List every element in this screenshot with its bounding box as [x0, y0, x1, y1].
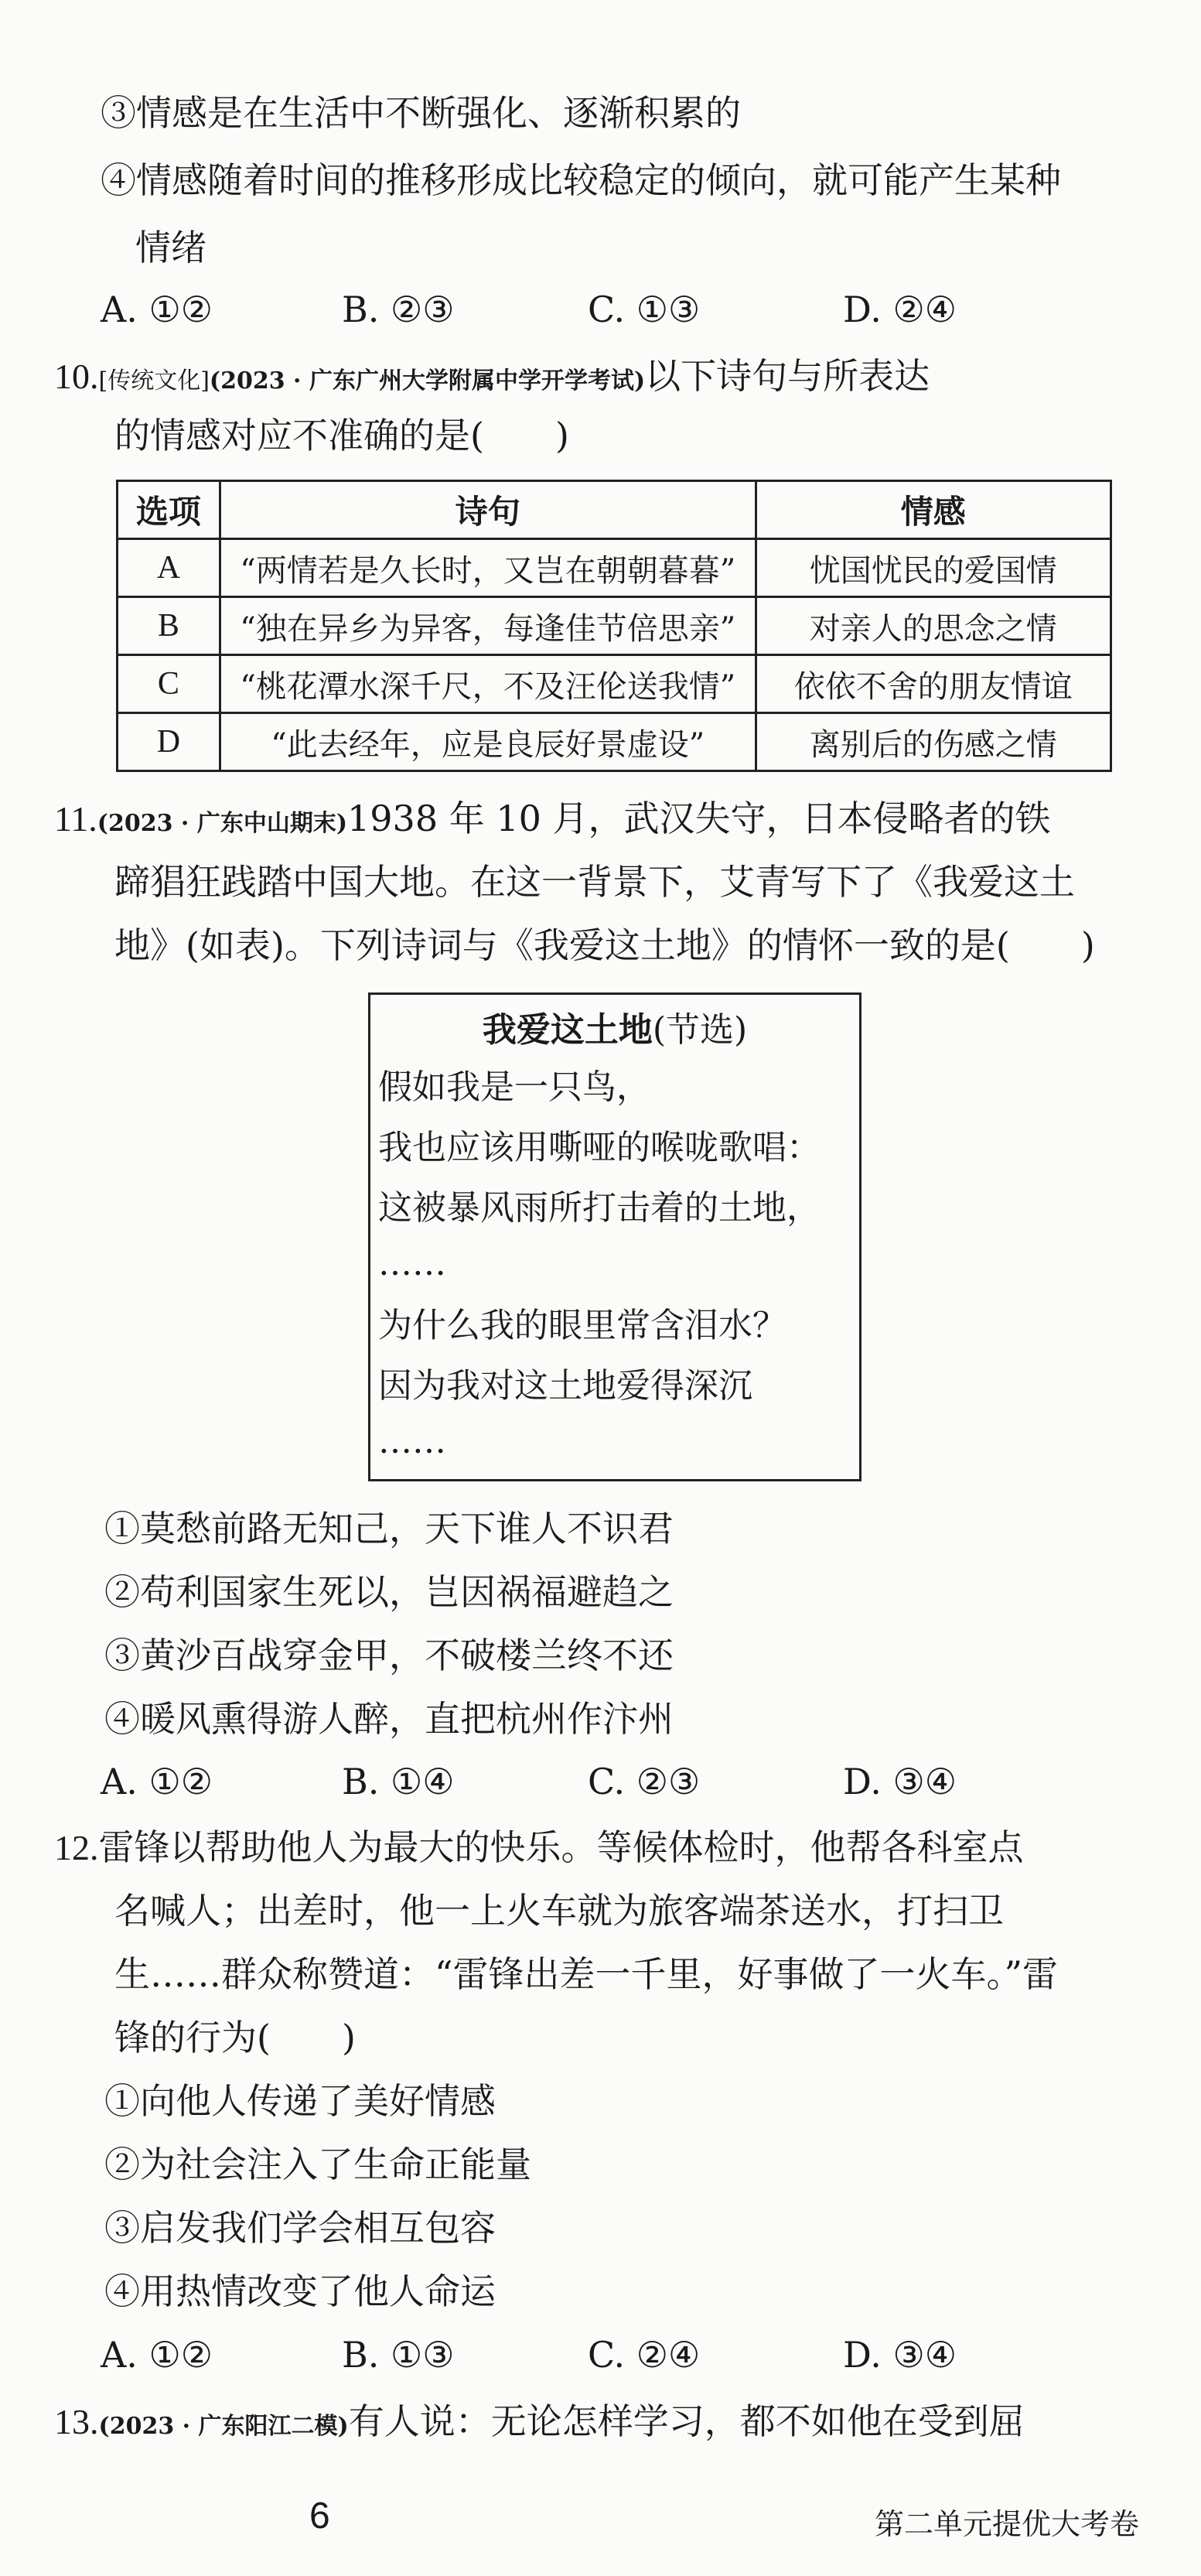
table-cell: 对亲人的思念之情	[756, 597, 1111, 655]
table-row	[118, 713, 1111, 771]
q10-stem-line2: 的情感对应不准确的是( )	[114, 415, 569, 456]
poem-line: ……	[378, 1422, 446, 1461]
option-c: C. ①③	[588, 289, 701, 330]
q12-item-2: ②为社会注入了生命正能量	[104, 2144, 531, 2185]
stem-text: 1938 年 10 月，武汉失守，日本侵略者的铁	[347, 798, 1051, 839]
option-c: C. ②③	[588, 1761, 701, 1802]
poem-line: 因为我对这土地爱得深沉	[378, 1366, 752, 1406]
table-header: 选项	[118, 481, 220, 539]
poem-title-note: (节选)	[652, 1010, 748, 1050]
stem-text: 雷锋以帮助他人为最大的快乐。等候体检时，他帮各科室点	[98, 1826, 1024, 1868]
page-number: 6	[309, 2496, 330, 2537]
option-d: D. ③④	[843, 1761, 957, 1802]
q10-table	[116, 480, 1112, 772]
option-a: A. ①②	[101, 289, 213, 330]
option-d: D. ③④	[843, 2334, 957, 2376]
q12-options	[101, 2333, 1106, 2376]
question-number: 12.	[54, 1828, 99, 1867]
table-header: 诗句	[220, 481, 756, 539]
q12-stem	[54, 1826, 1024, 1870]
q11-stem-line3: 地》(如表)。下列诗词与《我爱这土地》的情怀一致的是( )	[114, 924, 1095, 966]
q12-stem-line4: 锋的行为( )	[114, 2017, 356, 2058]
stem-text: 以下诗句与所表达	[645, 355, 930, 397]
poem-line: 这被暴风雨所打击着的土地，	[378, 1188, 821, 1228]
table-row	[118, 655, 1111, 713]
table-cell: 忧国忧民的爱国情	[756, 539, 1111, 597]
q9-item-4: ④情感随着时间的推移形成比较稳定的倾向，就可能产生某种	[101, 159, 1061, 201]
q11-item-1: ①莫愁前路无知己，天下谁人不识君	[104, 1508, 674, 1549]
option-d: D. ②④	[843, 289, 957, 330]
poem-line: 假如我是一只鸟，	[378, 1068, 650, 1107]
q9-item-4-cont: 情绪	[135, 227, 206, 268]
poem-line: 我也应该用嘶哑的喉咙歌唱：	[378, 1128, 821, 1167]
option-b: B. ②③	[342, 289, 455, 330]
q9-options	[101, 288, 1106, 331]
q11-item-3: ③黄沙百战穿金甲，不破楼兰终不还	[104, 1635, 674, 1676]
q12-item-4: ④用热情改变了他人命运	[104, 2270, 496, 2312]
q11-stem-line2: 蹄猖狂践踏中国大地。在这一背景下，艾青写下了《我爱这土	[114, 861, 1075, 903]
q11-stem	[54, 797, 1050, 846]
option-a: A. ①②	[101, 1761, 213, 1802]
q12-item-3: ③启发我们学会相互包容	[104, 2207, 496, 2249]
poem-box	[368, 992, 862, 1481]
table-cell: A	[118, 539, 220, 597]
q9-item-3: ③情感是在生活中不断强化、逐渐积累的	[101, 92, 741, 134]
table-row	[118, 597, 1111, 655]
question-number: 13.	[54, 2402, 99, 2441]
question-number: 10.	[54, 357, 99, 396]
footer-title: 第二单元提优大考卷	[874, 2507, 1139, 2541]
poem-title-text: 我爱这土地	[482, 1010, 653, 1050]
option-b: B. ①③	[342, 2334, 455, 2376]
option-a: A. ①②	[101, 2334, 213, 2376]
table-cell: D	[118, 713, 220, 771]
question-source: (2023 · 广东广州大学附属中学开学考试)	[209, 367, 646, 395]
table-cell: C	[118, 655, 220, 713]
table-cell: “此去经年，应是良辰好景虚设”	[220, 713, 756, 771]
topic-tag: [传统文化]	[98, 367, 210, 395]
table-cell: B	[118, 597, 220, 655]
q13-stem	[54, 2400, 1025, 2448]
q12-stem-line3: 生……群众称赞道：“雷锋出差一千里，好事做了一火车。”雷	[114, 1953, 1059, 1995]
poem-line: ……	[378, 1244, 446, 1283]
q12-item-1: ①向他人传递了美好情感	[104, 2080, 496, 2122]
table-cell: 离别后的伤感之情	[756, 713, 1111, 771]
q12-stem-line2: 名喊人；出差时，他一上火车就为旅客端茶送水，打扫卫	[114, 1890, 1004, 1932]
table-cell: “两情若是久长时，又岂在朝朝暮暮”	[220, 539, 756, 597]
poem-line: 为什么我的眼里常含泪水？	[378, 1306, 786, 1345]
question-number: 11.	[54, 799, 97, 839]
table-header-row	[118, 481, 1111, 539]
q11-options	[101, 1760, 1106, 1803]
option-b: B. ①④	[342, 1761, 455, 1802]
question-source: (2023 · 广东中山期末)	[97, 810, 348, 837]
table-cell: “桃花潭水深千尺，不及汪伦送我情”	[220, 655, 756, 713]
q11-item-2: ②苟利国家生死以，岂因祸福避趋之	[104, 1571, 674, 1613]
stem-text: 有人说：无论怎样学习，都不如他在受到屈	[348, 2400, 1025, 2442]
table-cell: “独在异乡为异客，每逢佳节倍思亲”	[220, 597, 756, 655]
table-row	[118, 539, 1111, 597]
question-source: (2023 · 广东阳江二模)	[98, 2413, 349, 2440]
poem-title	[370, 1009, 859, 1052]
option-c: C. ②④	[588, 2334, 701, 2376]
table-header: 情感	[756, 481, 1111, 539]
table-cell: 依依不舍的朋友情谊	[756, 655, 1111, 713]
q11-item-4: ④暖风熏得游人醉，直把杭州作汴州	[104, 1698, 674, 1740]
q10-stem	[54, 354, 930, 403]
